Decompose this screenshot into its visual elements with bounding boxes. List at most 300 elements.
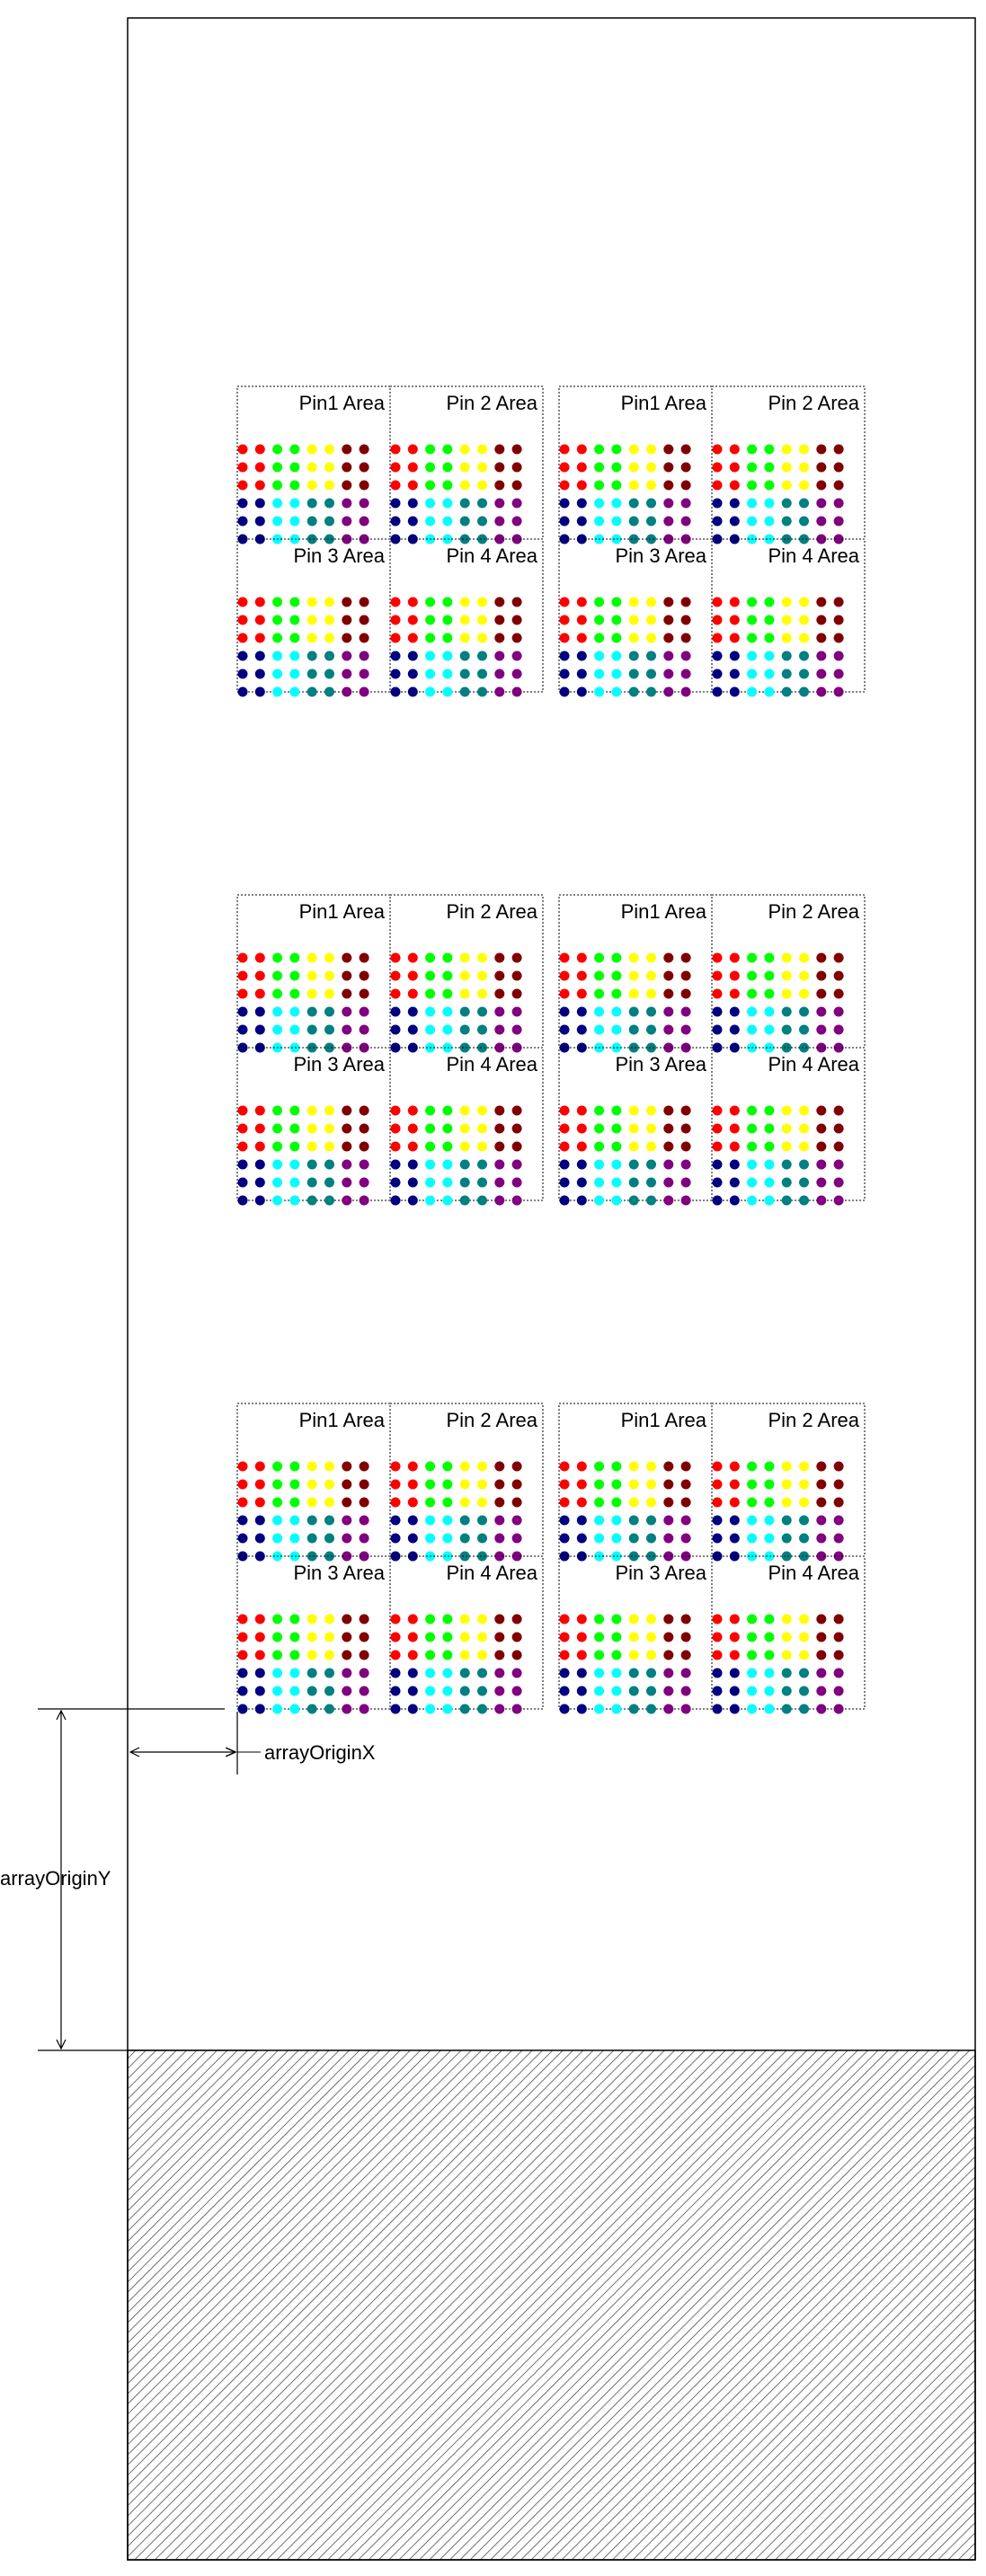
dot-green	[272, 1651, 282, 1660]
dot-maroon	[663, 1615, 673, 1624]
dot-cyan	[442, 1686, 452, 1696]
dot-yellow	[324, 989, 334, 999]
dot-maroon	[342, 1615, 351, 1624]
dot-teal	[629, 1043, 639, 1053]
dot-purple	[816, 1704, 826, 1714]
dot-yellow	[782, 1480, 792, 1490]
dot-cyan	[272, 1196, 282, 1206]
dot-teal	[782, 1178, 792, 1188]
dot-teal	[477, 1160, 487, 1170]
dot-green	[272, 1124, 282, 1134]
dot-cyan	[611, 651, 621, 661]
dot-cyan	[764, 1178, 774, 1188]
pin-area-label: Pin 4 Area	[768, 1562, 859, 1584]
dot-navy	[713, 1160, 723, 1170]
dot-green	[594, 1124, 604, 1134]
dot-maroon	[816, 1651, 826, 1660]
pin-area	[712, 1556, 865, 1714]
dot-red	[560, 1480, 570, 1490]
dot-teal	[799, 651, 809, 661]
dot-red	[577, 1498, 587, 1508]
dot-yellow	[460, 1498, 470, 1508]
dot-green	[764, 598, 774, 607]
dot-maroon	[816, 1462, 826, 1472]
dot-green	[442, 1633, 452, 1642]
dot-green	[289, 615, 299, 625]
dot-teal	[646, 1043, 656, 1053]
dot-cyan	[594, 1025, 604, 1035]
dot-yellow	[799, 1615, 809, 1624]
dot-yellow	[799, 1480, 809, 1490]
dot-navy	[560, 669, 570, 679]
dot-maroon	[342, 1651, 351, 1660]
dot-red	[238, 971, 248, 981]
dot-teal	[646, 1686, 656, 1696]
dot-green	[425, 1480, 435, 1490]
dot-cyan	[747, 1534, 757, 1544]
dot-maroon	[342, 463, 351, 473]
dot-teal	[782, 499, 792, 509]
dot-purple	[360, 499, 369, 509]
dot-maroon	[834, 481, 844, 491]
dot-navy	[577, 499, 587, 509]
dot-green	[747, 989, 757, 999]
dot-yellow	[646, 463, 656, 473]
dot-red	[577, 598, 587, 607]
dot-red	[577, 1633, 587, 1642]
dot-yellow	[307, 989, 317, 999]
pin-area-label: Pin 4 Area	[446, 1053, 537, 1076]
dot-navy	[730, 1160, 740, 1170]
dot-teal	[646, 687, 656, 697]
dot-green	[289, 1480, 299, 1490]
dot-cyan	[442, 1007, 452, 1017]
dot-yellow	[646, 1615, 656, 1624]
dot-green	[272, 463, 282, 473]
dot-navy	[408, 1196, 418, 1206]
dot-purple	[512, 1669, 522, 1678]
dot-cyan	[594, 1516, 604, 1526]
dot-navy	[408, 1178, 418, 1188]
dot-yellow	[307, 481, 317, 491]
dot-maroon	[681, 1462, 691, 1472]
dot-navy	[577, 669, 587, 679]
dot-teal	[460, 1669, 470, 1678]
dot-green	[594, 1142, 604, 1152]
dot-cyan	[747, 517, 757, 527]
dot-green	[272, 1615, 282, 1624]
dot-teal	[799, 1534, 809, 1544]
dot-yellow	[324, 615, 334, 625]
dot-purple	[342, 1686, 351, 1696]
dot-yellow	[782, 1498, 792, 1508]
dot-yellow	[324, 598, 334, 607]
dot-green	[425, 1615, 435, 1624]
dot-yellow	[646, 1142, 656, 1152]
dot-red	[713, 615, 723, 625]
dot-maroon	[681, 953, 691, 963]
dot-purple	[834, 669, 844, 679]
dot-navy	[713, 1534, 723, 1544]
dot-maroon	[816, 633, 826, 643]
dot-maroon	[681, 615, 691, 625]
dot-green	[594, 1615, 604, 1624]
dot-green	[747, 1498, 757, 1508]
dot-green	[289, 598, 299, 607]
pin-area-label: Pin 2 Area	[768, 1409, 859, 1431]
dot-yellow	[477, 1498, 487, 1508]
dot-maroon	[342, 1633, 351, 1642]
dot-maroon	[512, 463, 522, 473]
dot-green	[611, 1498, 621, 1508]
array-origin-x-dimension	[130, 1712, 376, 1775]
dot-teal	[460, 1043, 470, 1053]
dot-teal	[799, 1025, 809, 1035]
dot-red	[730, 989, 740, 999]
dot-cyan	[764, 1534, 774, 1544]
dot-yellow	[477, 463, 487, 473]
dot-maroon	[512, 953, 522, 963]
dot-red	[730, 1124, 740, 1134]
dot-navy	[713, 669, 723, 679]
dot-teal	[782, 517, 792, 527]
pin-area	[237, 539, 390, 697]
dot-yellow	[782, 633, 792, 643]
dot-teal	[782, 535, 792, 544]
dot-yellow	[460, 481, 470, 491]
dot-teal	[646, 1534, 656, 1544]
dot-red	[408, 463, 418, 473]
dot-green	[442, 1615, 452, 1624]
dot-maroon	[834, 598, 844, 607]
dot-cyan	[272, 1025, 282, 1035]
dot-maroon	[360, 971, 369, 981]
dot-green	[594, 1480, 604, 1490]
dot-cyan	[425, 1516, 435, 1526]
dot-cyan	[425, 1160, 435, 1170]
pin-area	[559, 1403, 712, 1562]
dot-purple	[360, 1025, 369, 1035]
dot-teal	[460, 1534, 470, 1544]
dot-green	[747, 953, 757, 963]
dot-cyan	[289, 1686, 299, 1696]
dot-teal	[324, 1516, 334, 1526]
dot-red	[713, 1615, 723, 1624]
dot-purple	[342, 517, 351, 527]
dot-red	[577, 1480, 587, 1490]
dot-green	[764, 1615, 774, 1624]
dot-red	[238, 1142, 248, 1152]
dot-purple	[663, 499, 673, 509]
dot-red	[391, 463, 401, 473]
dot-maroon	[342, 1124, 351, 1134]
dot-yellow	[324, 445, 334, 455]
dot-green	[425, 1124, 435, 1134]
dot-purple	[663, 1686, 673, 1696]
dot-purple	[816, 1669, 826, 1678]
dot-cyan	[272, 1534, 282, 1544]
dot-purple	[834, 687, 844, 697]
dot-teal	[460, 1160, 470, 1170]
dot-maroon	[834, 971, 844, 981]
dot-purple	[342, 1516, 351, 1526]
dot-purple	[681, 1025, 691, 1035]
dot-green	[272, 1498, 282, 1508]
dot-red	[408, 615, 418, 625]
dot-green	[272, 1633, 282, 1642]
dot-purple	[512, 1007, 522, 1017]
dot-green	[764, 1651, 774, 1660]
dot-teal	[646, 499, 656, 509]
dot-navy	[391, 1196, 401, 1206]
dot-yellow	[460, 615, 470, 625]
dot-teal	[477, 499, 487, 509]
dot-yellow	[307, 615, 317, 625]
dot-yellow	[799, 1142, 809, 1152]
dot-red	[238, 1124, 248, 1134]
dot-teal	[477, 669, 487, 679]
plate	[237, 895, 543, 1206]
pin-area	[390, 1403, 543, 1562]
dot-red	[408, 971, 418, 981]
dot-yellow	[460, 953, 470, 963]
dot-maroon	[512, 1480, 522, 1490]
dot-maroon	[681, 971, 691, 981]
dot-cyan	[747, 1704, 757, 1714]
dot-navy	[577, 687, 587, 697]
dot-purple	[834, 1669, 844, 1678]
dot-red	[391, 1462, 401, 1472]
dot-purple	[681, 1704, 691, 1714]
dot-teal	[324, 1686, 334, 1696]
dot-purple	[360, 1686, 369, 1696]
dot-maroon	[834, 1498, 844, 1508]
dot-navy	[255, 1704, 265, 1714]
dot-yellow	[629, 615, 639, 625]
dot-green	[425, 1462, 435, 1472]
dot-red	[255, 971, 265, 981]
dot-navy	[238, 1196, 248, 1206]
dot-green	[289, 463, 299, 473]
dot-cyan	[289, 1007, 299, 1017]
dot-green	[442, 971, 452, 981]
dot-navy	[560, 1516, 570, 1526]
dot-green	[272, 481, 282, 491]
dot-yellow	[477, 971, 487, 981]
dot-green	[611, 971, 621, 981]
dot-green	[425, 481, 435, 491]
dot-yellow	[646, 1124, 656, 1134]
dot-purple	[663, 1669, 673, 1678]
dot-cyan	[425, 1025, 435, 1035]
dot-green	[764, 1498, 774, 1508]
dot-cyan	[594, 1178, 604, 1188]
dot-cyan	[442, 1534, 452, 1544]
dot-maroon	[360, 445, 369, 455]
dot-yellow	[477, 481, 487, 491]
dot-purple	[342, 1704, 351, 1714]
dot-cyan	[747, 1686, 757, 1696]
dot-green	[611, 1124, 621, 1134]
dot-navy	[408, 1534, 418, 1544]
dot-yellow	[629, 1124, 639, 1134]
dot-yellow	[799, 1651, 809, 1660]
dot-cyan	[594, 499, 604, 509]
dot-cyan	[611, 1704, 621, 1714]
dot-navy	[408, 1007, 418, 1017]
dot-purple	[342, 1178, 351, 1188]
dot-red	[408, 445, 418, 455]
dot-teal	[799, 535, 809, 544]
dot-cyan	[442, 499, 452, 509]
dot-red	[730, 1615, 740, 1624]
dot-red	[255, 1480, 265, 1490]
dot-purple	[681, 517, 691, 527]
dot-yellow	[782, 1462, 792, 1472]
dot-red	[730, 1142, 740, 1152]
dot-navy	[713, 517, 723, 527]
dot-yellow	[477, 633, 487, 643]
dot-red	[391, 1498, 401, 1508]
dot-red	[560, 463, 570, 473]
dot-yellow	[782, 1633, 792, 1642]
dot-maroon	[681, 1106, 691, 1116]
dot-red	[255, 445, 265, 455]
dot-yellow	[782, 971, 792, 981]
dot-purple	[360, 651, 369, 661]
dot-navy	[408, 1704, 418, 1714]
dot-maroon	[834, 463, 844, 473]
dot-yellow	[629, 1462, 639, 1472]
dot-red	[730, 1498, 740, 1508]
dot-navy	[255, 1686, 265, 1696]
dot-teal	[646, 535, 656, 544]
dot-maroon	[834, 633, 844, 643]
dot-teal	[629, 517, 639, 527]
dot-green	[611, 1651, 621, 1660]
dot-red	[391, 1106, 401, 1116]
dot-purple	[816, 651, 826, 661]
dot-navy	[730, 669, 740, 679]
dot-yellow	[629, 598, 639, 607]
dot-red	[255, 481, 265, 491]
dot-navy	[713, 1686, 723, 1696]
dot-green	[764, 1480, 774, 1490]
dot-yellow	[782, 1615, 792, 1624]
dot-yellow	[307, 463, 317, 473]
dot-cyan	[747, 1516, 757, 1526]
dot-teal	[799, 669, 809, 679]
dot-maroon	[834, 1651, 844, 1660]
dot-cyan	[764, 1686, 774, 1696]
dot-maroon	[681, 633, 691, 643]
dot-red	[713, 481, 723, 491]
dot-green	[764, 1462, 774, 1472]
dot-teal	[307, 1669, 317, 1678]
dot-maroon	[342, 1462, 351, 1472]
dot-purple	[816, 1534, 826, 1544]
dot-maroon	[494, 463, 504, 473]
dot-cyan	[594, 669, 604, 679]
dot-red	[713, 445, 723, 455]
dot-navy	[560, 499, 570, 509]
dot-yellow	[477, 1480, 487, 1490]
dot-teal	[629, 1704, 639, 1714]
dot-yellow	[782, 1651, 792, 1660]
dot-yellow	[629, 1142, 639, 1152]
dot-maroon	[494, 1633, 504, 1642]
dot-green	[425, 989, 435, 999]
dot-cyan	[594, 1196, 604, 1206]
dot-green	[594, 1462, 604, 1472]
dot-teal	[629, 1025, 639, 1035]
plate	[559, 895, 865, 1206]
dot-yellow	[629, 1651, 639, 1660]
dot-teal	[460, 669, 470, 679]
dot-yellow	[324, 463, 334, 473]
dot-green	[289, 1142, 299, 1152]
dot-red	[560, 953, 570, 963]
dot-red	[255, 598, 265, 607]
dot-green	[594, 989, 604, 999]
dot-green	[764, 1124, 774, 1134]
dot-cyan	[289, 1178, 299, 1188]
dot-yellow	[646, 1462, 656, 1472]
dot-red	[713, 953, 723, 963]
dot-maroon	[494, 598, 504, 607]
dot-yellow	[782, 1106, 792, 1116]
pin-area-label: Pin 2 Area	[446, 900, 537, 923]
dot-maroon	[512, 1124, 522, 1134]
dot-yellow	[477, 1106, 487, 1116]
dot-navy	[560, 1007, 570, 1017]
dot-yellow	[460, 633, 470, 643]
dot-purple	[681, 1160, 691, 1170]
dot-purple	[360, 1704, 369, 1714]
pin-area-label: Pin 3 Area	[293, 544, 385, 567]
dot-purple	[494, 1534, 504, 1544]
dot-maroon	[663, 1462, 673, 1472]
dot-yellow	[799, 598, 809, 607]
dot-teal	[799, 1007, 809, 1017]
dot-green	[594, 953, 604, 963]
dot-teal	[629, 1552, 639, 1562]
dot-red	[255, 989, 265, 999]
pin-area	[237, 1403, 390, 1562]
dot-red	[255, 1498, 265, 1508]
dot-red	[391, 1480, 401, 1490]
dot-yellow	[477, 445, 487, 455]
pin-area	[237, 386, 390, 544]
dot-teal	[324, 1007, 334, 1017]
dot-maroon	[512, 481, 522, 491]
dot-navy	[391, 1516, 401, 1526]
dot-maroon	[360, 1498, 369, 1508]
dot-cyan	[289, 1534, 299, 1544]
dot-teal	[460, 1196, 470, 1206]
dot-cyan	[747, 651, 757, 661]
dot-maroon	[816, 1498, 826, 1508]
dot-yellow	[799, 481, 809, 491]
dot-purple	[342, 669, 351, 679]
dot-yellow	[324, 1480, 334, 1490]
dot-cyan	[747, 1007, 757, 1017]
pin-area-label: Pin1 Area	[620, 1409, 706, 1431]
dot-cyan	[747, 687, 757, 697]
dot-red	[238, 445, 248, 455]
dot-navy	[408, 687, 418, 697]
dot-yellow	[460, 1106, 470, 1116]
